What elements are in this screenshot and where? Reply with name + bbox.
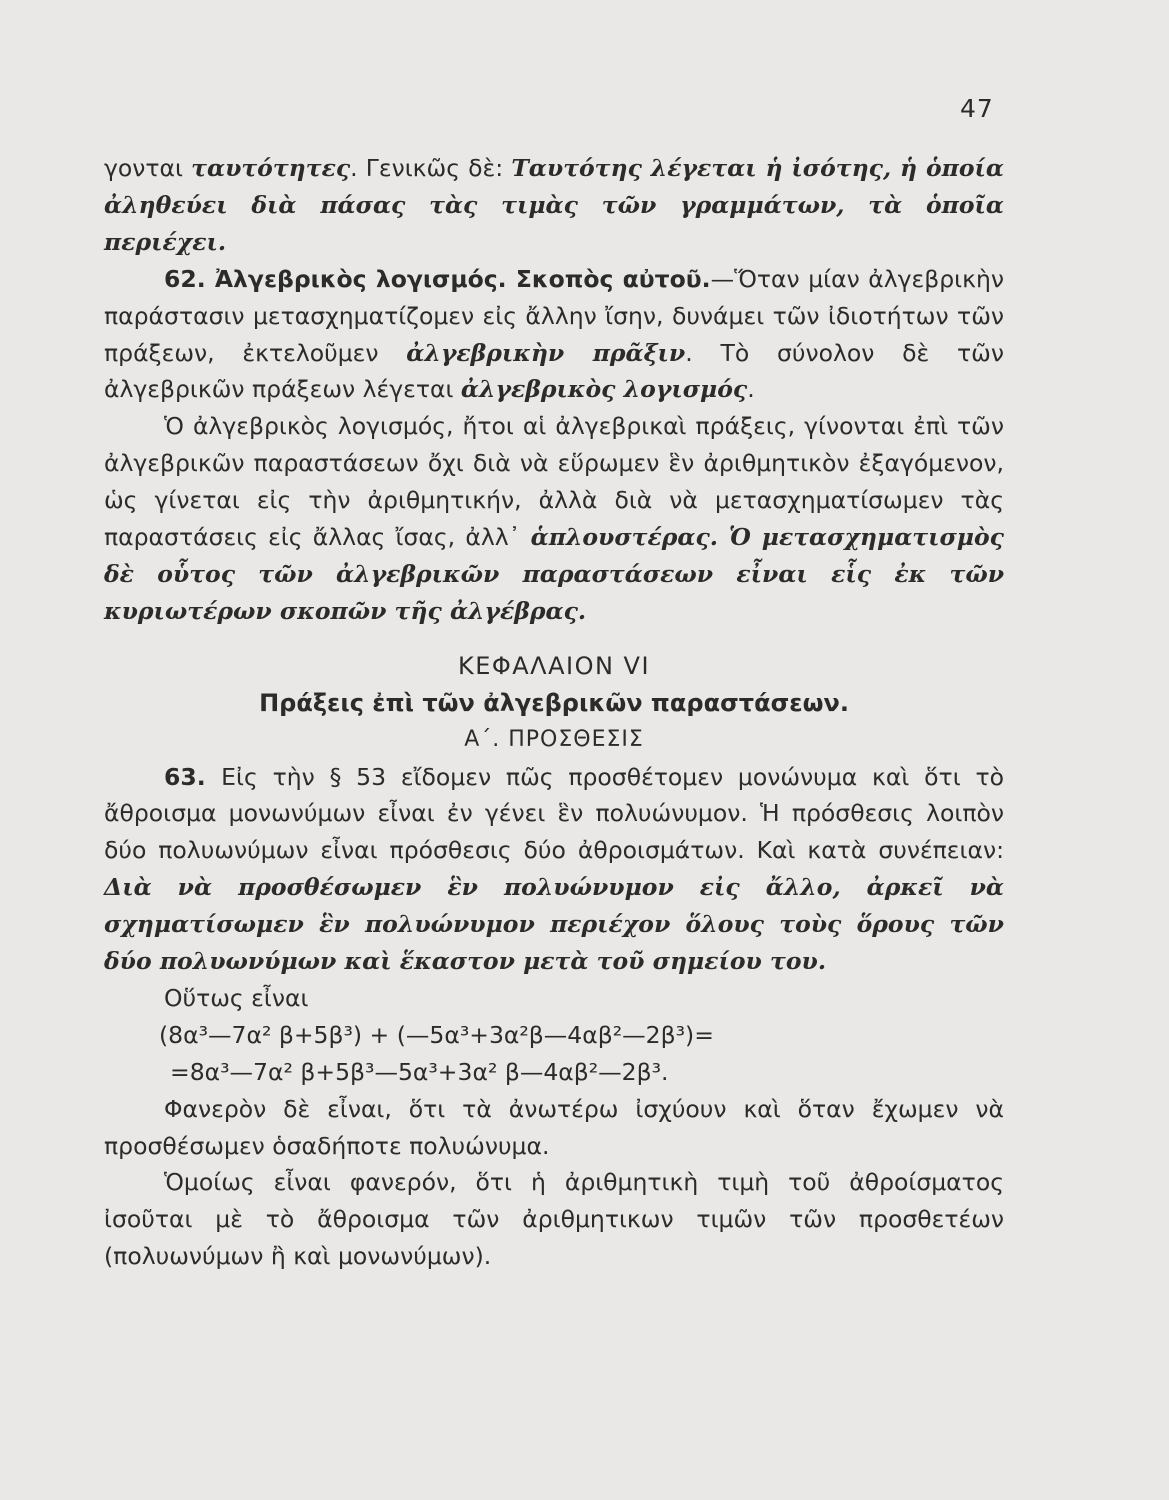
paragraph-62	[104, 261, 1004, 409]
text-run: . Τὸ σύνολον δὲ τῶν ἀλγεβρικῶν πράξεων λέγεται	[104, 338, 1004, 404]
chapter-subtitle: Πράξεις ἐπὶ τῶν ἀλγεβρικῶν παραστάσεων.	[259, 688, 849, 717]
section-title: Α΄. ΠΡΟΣΘΕΣΙΣ	[464, 726, 644, 752]
paragraph-many-polynomials: Φανερὸν δὲ εἶναι, ὅτι τὰ ἀνωτέρω ἰσχύουν καὶ ὅταν ἔχωμεν νὰ προσθέσωμεν ὁσαδήποτε πολυώνυμα.	[104, 1094, 1004, 1160]
text-run: Εἰς τὴν § 53 εἴδομεν πῶς προσθέτομεν μονώνυμα καὶ ὅτι τὸ ἄθροισμα μονωνύμων εἶναι ἐν γένει ἓν πολυώνυμον. Ἡ πρόσθεσις λοιπὸν δύο πολυωνύμων εἶναι πρόσθεσις δύο ἀθροισμάτων. Καὶ κατὰ συνέπειαν:	[104, 762, 1004, 865]
emphasis-definition: Ταυτότης λέγεται ἡ ἰσότης, ἡ ὁποία ἀληθεύει διὰ πάσας τὰς τιμὰς τῶν γραμμάτων, τὰ ὁποῖα περιέχει.	[104, 154, 1004, 256]
section-number: 63.	[164, 762, 222, 791]
emphasis-statement: ἁπλουστέρας. Ὁ μετασχηματισμὸς δὲ οὗτος τῶν ἀλγεβρικῶν παραστάσεων εἶναι εἷς ἐκ τῶν κυριωτέρων σκοπῶν τῆς ἀλγέβρας.	[104, 523, 1004, 625]
text-run: γονται	[104, 154, 192, 182]
text-run: Ὁ ἀλγεβρικὸς λογισμός, ἤτοι αἱ ἀλγεβρικαὶ πράξεις, γίνονται ἐπὶ τῶν ἀλγεβρικῶν παραστάσεων ὄχι διὰ νὰ εὕρωμεν ἓν ἀριθμητικὸν ἐξαγόμενον, ὡς γίνεται εἰς τὴν ἀριθμητικήν, ἀλλὰ διὰ νὰ μετασχηματίσωμεν τὰς παραστάσεις εἰς ἄλλας ἴσας, ἀλλ᾿	[104, 412, 1004, 552]
paragraph-identity-definition	[104, 150, 1004, 261]
page-body	[104, 150, 1004, 1275]
text-run: .	[747, 375, 755, 404]
emphasis-term: ταυτότητες	[191, 154, 351, 182]
section-heading: Ἀλγεβρικὸς λογισμός. Σκοπὸς αὐτοῦ.	[214, 264, 711, 293]
paragraph-63	[104, 759, 1004, 980]
paragraph-example-intro: Οὕτως εἶναι	[164, 983, 309, 1012]
text-run: —Ὅταν μίαν ἀλγεβρικὴν παράστασιν μετασχηματίζομεν εἰς ἄλλην ἴσην, δυνάμει τῶν ἰδιοτήτων τῶν πράξεων, ἐκτελοῦμεν	[104, 264, 1004, 367]
text-run: . Γενικῶς δὲ:	[350, 154, 512, 182]
section-number: 62.	[164, 264, 215, 293]
emphasis-rule: Διὰ νὰ προσθέσωμεν ἓν πολυώνυμον εἰς ἄλλο, ἀρκεῖ νὰ σχηματίσωμεν ἓν πολυώνυμον περιέχον ὅλους τοὺς ὅρους τῶν δύο πολυωνύμων καὶ ἕκαστον μετὰ τοῦ σημείου του.	[104, 873, 1004, 976]
emphasis-term: ἀλγεβρικὴν πρᾶξιν	[406, 338, 686, 367]
chapter-title: ΚΕΦΑΛΑΙΟΝ VI	[457, 651, 651, 680]
paragraph-numeric-value: Ὁμοίως εἶναι φανερόν, ὅτι ἡ ἀριθμητικὴ τιμὴ τοῦ ἀθροίσματος ἰσοῦται μὲ τὸ ἄθροισμα τῶν ἀριθμητικων τιμῶν τῶν προσθετέων (πολυωνύμων ἢ καὶ μονωνύμων).	[104, 1168, 1004, 1271]
paragraph-algebraic-calculus	[104, 408, 1004, 629]
page-number: 47	[960, 94, 994, 123]
formula-line-1: (8α³—7α² β+5β³) + (—5α³+3α²β—4αβ²—2β³)=	[159, 1020, 714, 1049]
emphasis-term: ἀλγεβρικὸς λογισμός	[460, 375, 748, 404]
formula-line-2: =8α³—7α² β+5β³—5α³+3α² β—4αβ²—2β³.	[170, 1057, 669, 1086]
